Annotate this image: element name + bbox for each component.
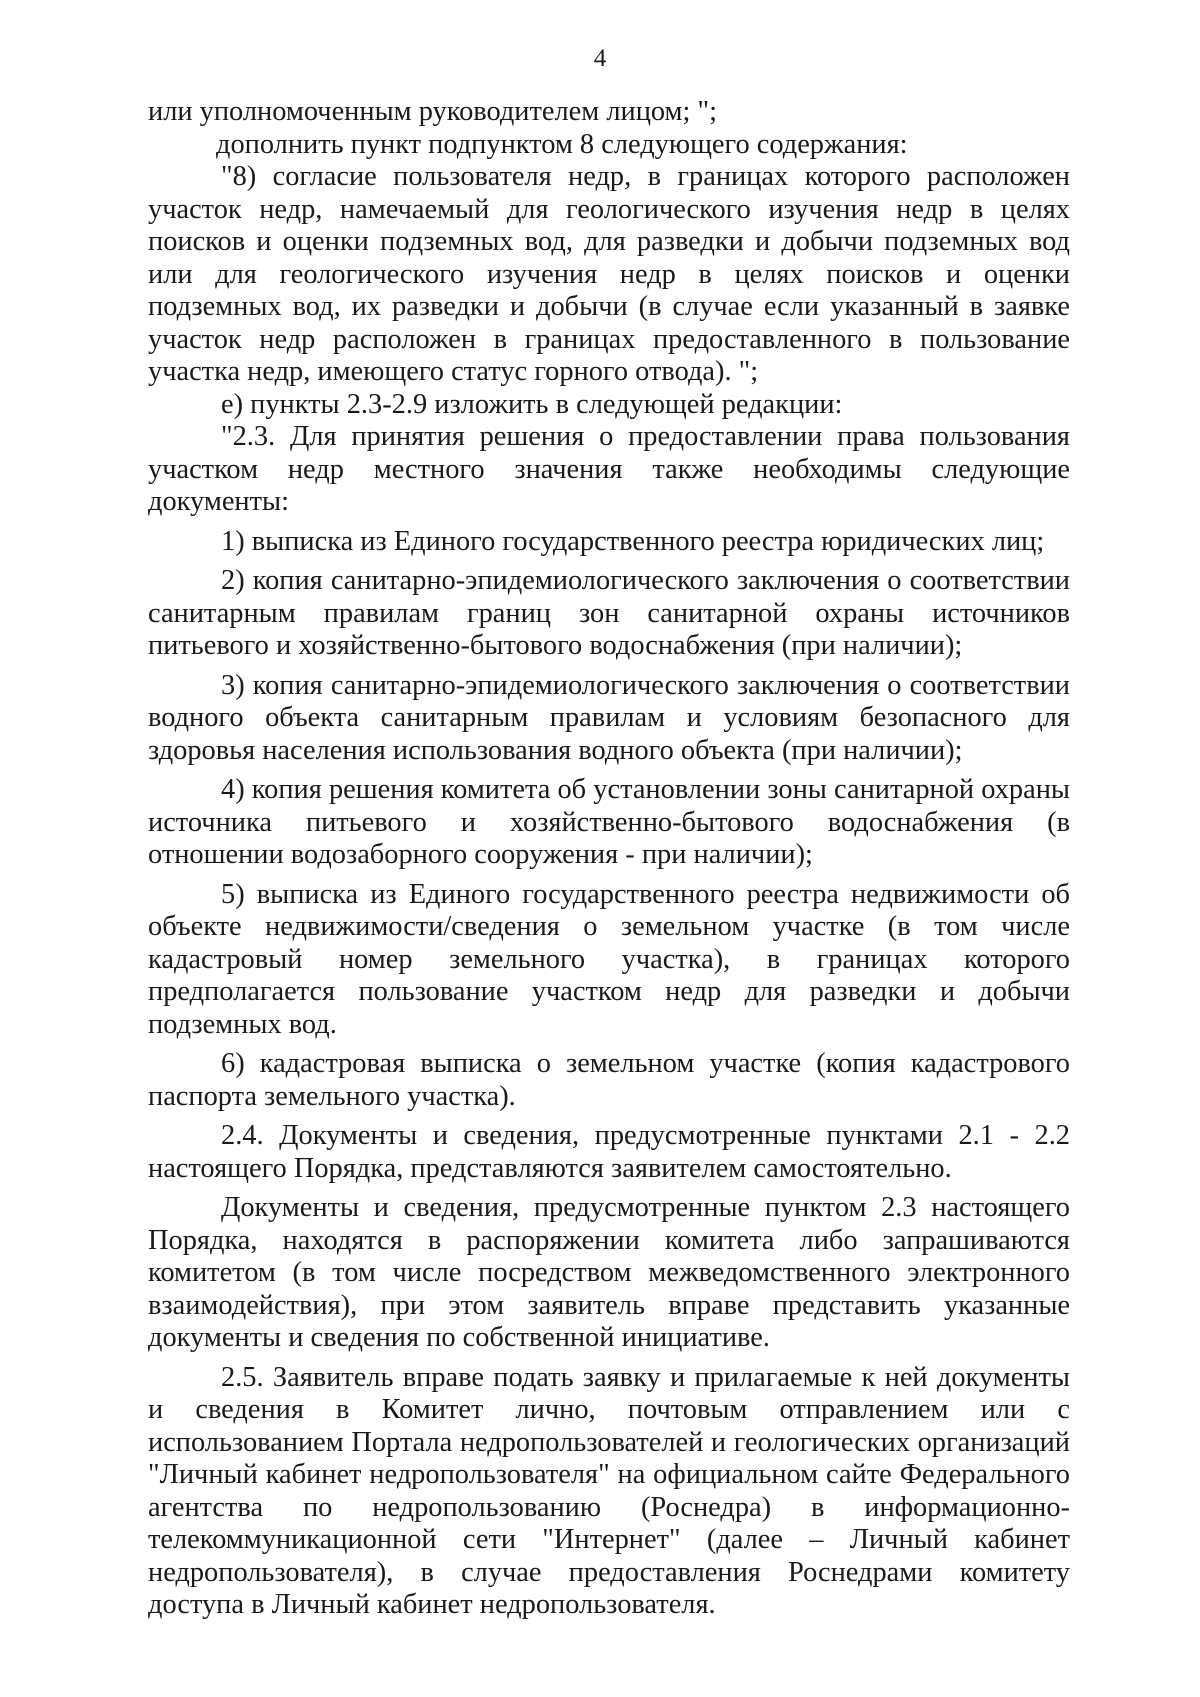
paragraph-item-6: 6) кадастровая выписка о земельном участке (копия кадастрового паспорта земельного участка).: [148, 1048, 1070, 1112]
paragraph-item-3: 3) копия санитарно-эпидемиологического заключения о соответствии водного объекта санитарным правилам и условиям безопасного для здоровья населения использования водного объекта (при наличии);: [148, 669, 1070, 766]
page-number: 4: [593, 45, 607, 72]
paragraph-2-5: 2.5. Заявитель вправе подать заявку и прилагаемые к ней документы и сведения в Комитет лично, почтовым отправлением или с использованием Портала недропользователей и геологических организаций "Личный кабинет недропользователя" на официальном сайте Федерального агентства по недропользованию (Роснедра) в информационно-телекоммуникационной сети "Интернет" (далее – Личный кабинет недропользователя), в случае предоставления Роснедрами комитету доступа в Личный кабинет недропользователя.: [148, 1361, 1070, 1620]
paragraph-2-4: 2.4. Документы и сведения, предусмотренные пунктами 2.1 - 2.2 настоящего Порядка, представляются заявителем самостоятельно.: [148, 1120, 1070, 1184]
paragraph-amendment-intro: дополнить пункт подпунктом 8 следующего содержания:: [216, 128, 908, 160]
paragraph-item-1: 1) выписка из Единого государственного реестра юридических лиц;: [221, 525, 1045, 557]
paragraph-2-3: "2.3. Для принятия решения о предоставлении права пользования участком недр местного значения также необходимы следующие документы:: [148, 421, 1070, 517]
paragraph-2-4-continued: Документы и сведения, предусмотренные пунктом 2.3 настоящего Порядка, находятся в распоряжении комитета либо запрашиваются комитетом (в том числе посредством межведомственного электронного взаимодействия), при этом заявитель вправе представить указанные документы и сведения по собственной инициативе.: [148, 1192, 1070, 1353]
paragraph-item-4: 4) копия решения комитета об установлении зоны санитарной охраны источника питьевого и хозяйственно-бытового водоснабжения (в отношении водозаборного сооружения - при наличии);: [148, 774, 1070, 870]
document-body: [148, 96, 1070, 1622]
paragraph-continuation: или уполномоченным руководителем лицом; ";: [148, 96, 717, 127]
paragraph-item-2: 2) копия санитарно-эпидемиологического заключения о соответствии санитарным правилам границ зон санитарной охраны источников питьевого и хозяйственно-бытового водоснабжения (при наличии);: [148, 565, 1070, 661]
paragraph-amendment-e: е) пункты 2.3-2.9 изложить в следующей редакции:: [221, 388, 843, 420]
paragraph-item-5: 5) выписка из Единого государственного реестра недвижимости об объекте недвижимости/сведения о земельном участке (в том числе кадастровый номер земельного участка), в границах которого предполагается пользование участком недр для разведки и добычи подземных вод.: [148, 878, 1070, 1040]
paragraph-subitem-8: "8) согласие пользователя недр, в границах которого расположен участок недр, намечаемый для геологического изучения недр в целях поисков и оценки подземных вод, для разведки и добычи подземных вод или для геологического изучения недр в целях поисков и оценки подземных вод, их разведки и добычи (в случае если указанный в заявке участок недр расположен в границах предоставленного в пользование участка недр, имеющего статус горного отвода). ";: [148, 161, 1070, 387]
